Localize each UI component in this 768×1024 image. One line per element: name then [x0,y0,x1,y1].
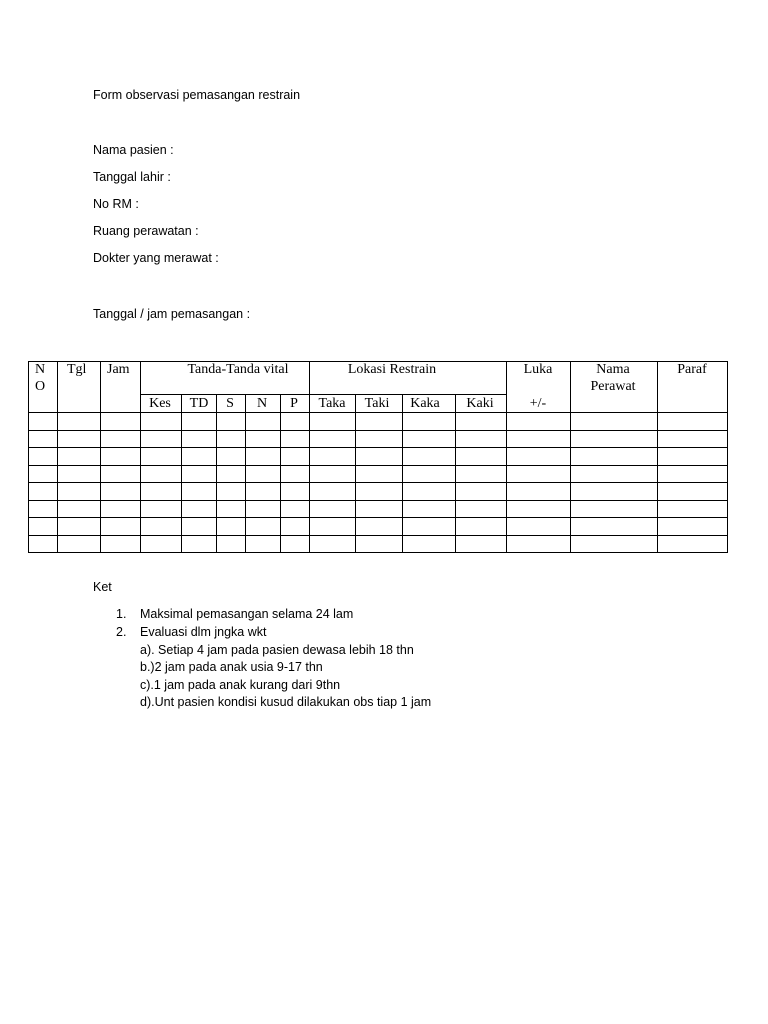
col-line [140,361,141,553]
notes-subitem: c).1 jam pada anak kurang dari 9thn [140,678,341,692]
notes-item-number: 2. [116,625,127,639]
field-tanggal-lahir: Tanggal lahir : [93,170,171,184]
col-line [57,361,58,553]
field-ruang-perawatan: Ruang perawatan : [93,224,199,238]
notes-item-text: Evaluasi dlm jngka wkt [140,625,267,639]
header-nama-perawat-line2: Perawat [590,379,636,394]
col-line [657,361,658,553]
form-title: Form observasi pemasangan restrain [93,88,301,102]
col-line [570,361,571,553]
notes-subitem: d).Unt pasien kondisi kusud dilakukan obs tiap 1 jam [140,695,432,709]
subheader-taka: Taka [318,396,346,411]
col-line [309,361,310,553]
col-line [455,394,456,553]
header-jam: Jam [107,362,130,377]
row-line [28,535,728,536]
col-line [506,361,507,553]
col-line [245,394,246,553]
subheader-luka-plusminus: +/- [529,396,547,411]
subheader-kes: Kes [149,396,171,411]
col-line [402,394,403,553]
subheader-kaki: Kaki [466,396,494,411]
col-line [280,394,281,553]
header-bottom-line [28,412,728,413]
table-border-bottom [28,552,728,553]
col-line [28,361,29,553]
field-nama-pasien: Nama pasien : [93,143,174,157]
header-tanda-vital: Tanda-Tanda vital [187,362,289,377]
col-line [727,361,728,553]
subheader-p: P [290,396,298,411]
subheader-td: TD [189,396,209,411]
field-dokter: Dokter yang merawat : [93,251,219,265]
field-tanggal-jam-pemasangan: Tanggal / jam pemasangan : [93,307,251,321]
notes-subitem: b.)2 jam pada anak usia 9-17 thn [140,660,323,674]
row-line [28,447,728,448]
row-line [28,482,728,483]
subheader-kaka: Kaka [410,396,440,411]
subheader-taki: Taki [364,396,390,411]
row-line [28,517,728,518]
notes-subitem: a). Setiap 4 jam pada pasien dewasa lebih 18 thn [140,643,414,657]
notes-item-text: Maksimal pemasangan selama 24 lam [140,607,354,621]
header-no-line2: O [35,379,46,394]
notes-item-number: 1. [116,607,127,621]
header-luka: Luka [523,362,553,377]
col-line [100,361,101,553]
subheader-s: S [226,396,234,411]
header-lokasi-restrain: Lokasi Restrain [347,362,437,377]
row-line [28,430,728,431]
row-line [28,500,728,501]
col-line [181,394,182,553]
field-no-rm: No RM : [93,197,139,211]
header-paraf: Paraf [677,362,707,377]
header-tgl: Tgl [67,362,87,377]
subheader-n: N [256,396,268,411]
row-line [28,465,728,466]
header-nama-perawat-line1: Nama [596,362,630,377]
col-line [355,394,356,553]
notes-heading: Ket [93,580,112,594]
header-no-line1: N [35,362,46,377]
col-line [216,394,217,553]
